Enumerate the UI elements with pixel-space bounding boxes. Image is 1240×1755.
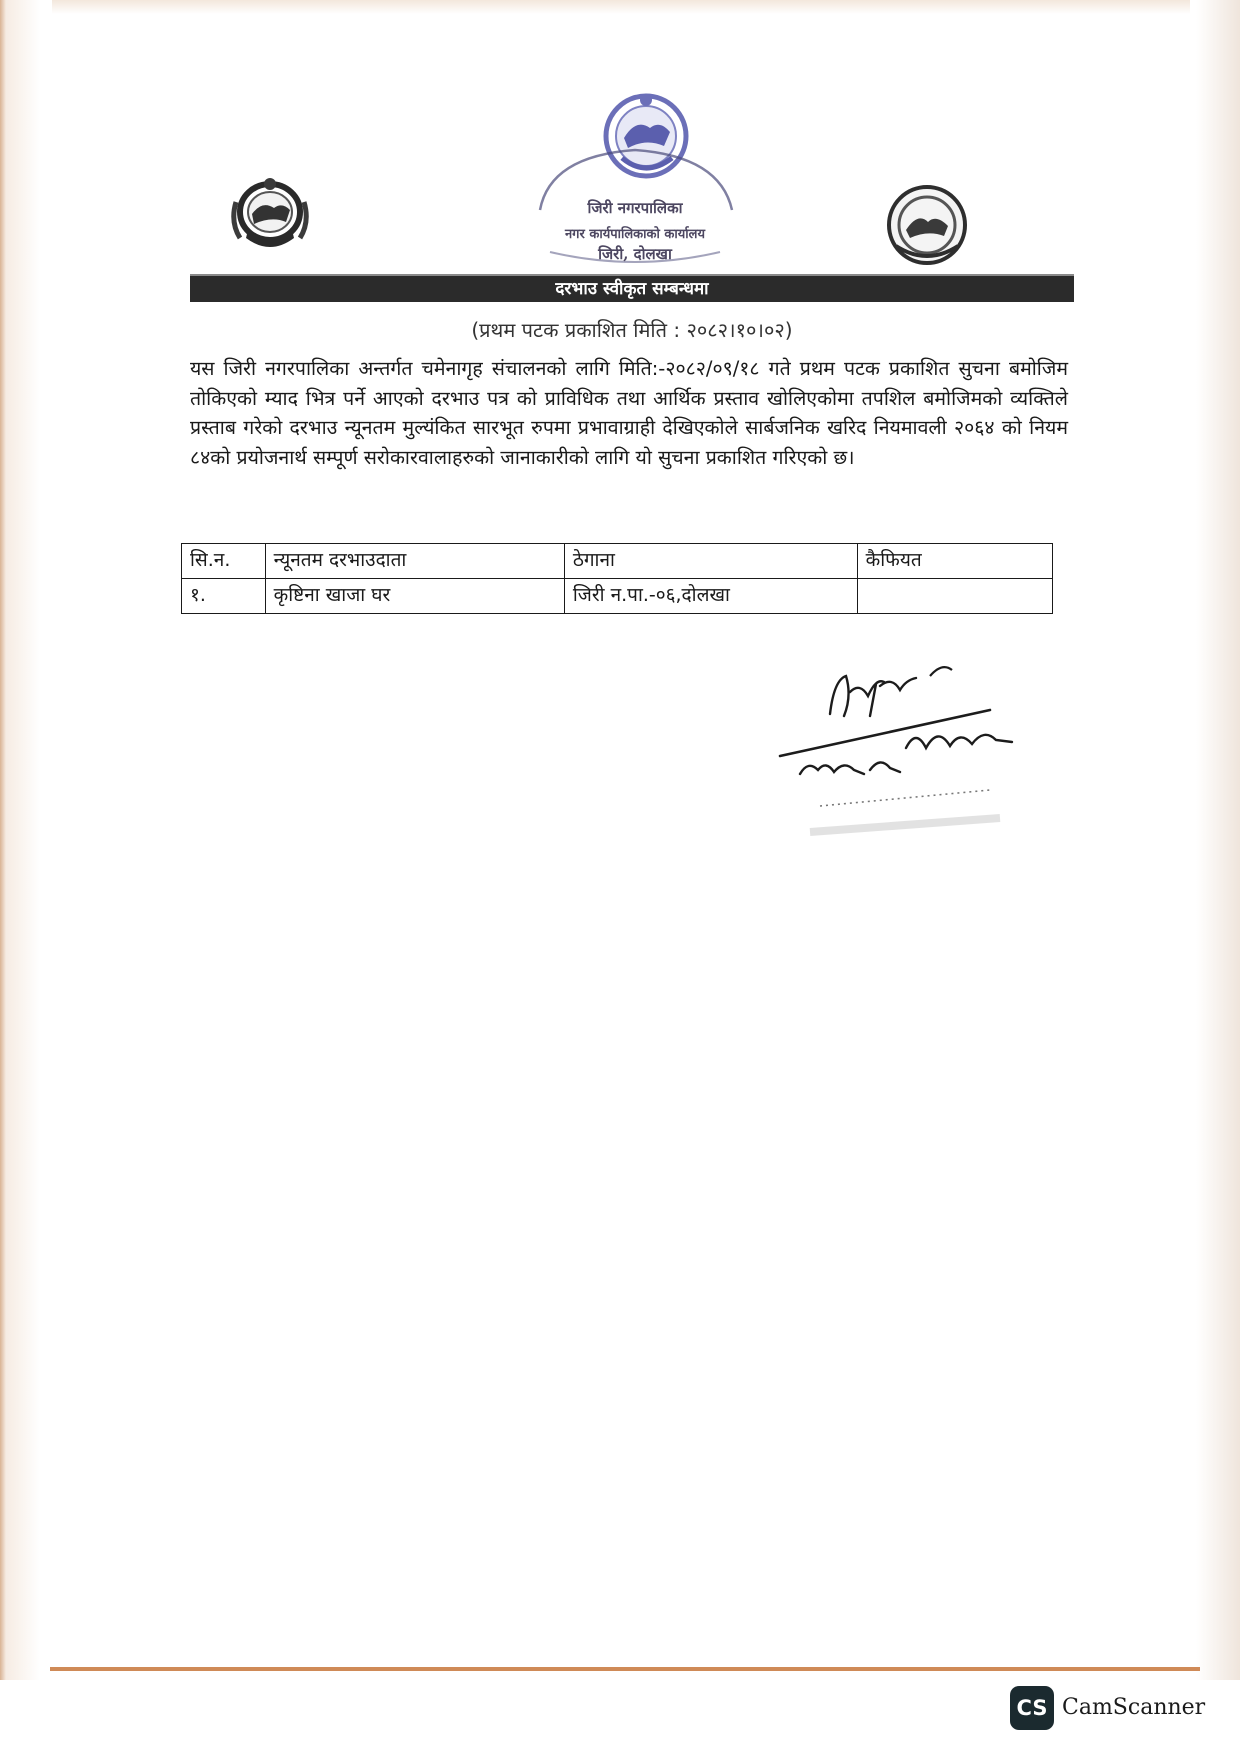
table-header-row [182,544,1053,579]
column-header-remarks: कैफियत [857,544,1052,579]
cell-remarks [857,579,1052,614]
column-header-serial: सि.न. [182,544,266,579]
cell-bidder: कृष्टिना खाजा घर [265,579,564,614]
column-header-bidder: न्यूनतम दरभाउदाता [265,544,564,579]
publication-date: (प्रथम पटक प्रकाशित मिति : २०८२।१०।०२) [471,318,793,342]
cell-address: जिरी न.पा.-०६,दोलखा [564,579,857,614]
camscanner-label: CamScanner [1062,1695,1206,1720]
bidder-table [181,543,1053,614]
signature [760,656,1080,836]
column-header-address: ठेगाना [564,544,857,579]
stamp-line-1: जिरी नगरपालिका [587,199,683,217]
stamp-line-3: जिरी, दोलखा [598,245,672,263]
notice-paragraph: यस जिरी नगरपालिका अन्तर्गत चमेनागृह संचालनको लागि मिति:-२०८२/०९/१८ गते प्रथम पटक प्रकाशित सुचना बमोजिम तोकिएको म्याद भित्र पर्ने आएको दरभाउ पत्र को प्राविधिक तथा आर्थिक प्रस्ताव खोलिएकोमा तपशिल बमोजिमको व्यक्तिले प्रस्ताब गरेको दरभाउ न्यूनतम मुल्यंकित सारभूत रुपमा प्रभावाग्राही देखिएकोले सार्बजनिक खरिद नियमावली २०६४ को नियम ८४को प्रयोजनार्थ सम्पूर्ण सरोकारवालाहरुको जानाकारीको लागि यो सुचना प्रकाशित गरिएको छ। [190,357,1068,469]
camscanner-logo-icon: CS [1010,1686,1054,1730]
camscanner-watermark [1010,1686,1210,1730]
office-seal-icon [882,180,972,270]
table-row [182,579,1053,614]
stamp-line-2: नगर कार्यपालिकाको कार्यालय [564,227,706,242]
nepal-emblem-icon [222,172,318,262]
cell-serial: १. [182,579,266,614]
office-stamp [520,140,750,268]
page-title: दरभाउ स्वीकृत सम्बन्धमा [190,274,1074,302]
